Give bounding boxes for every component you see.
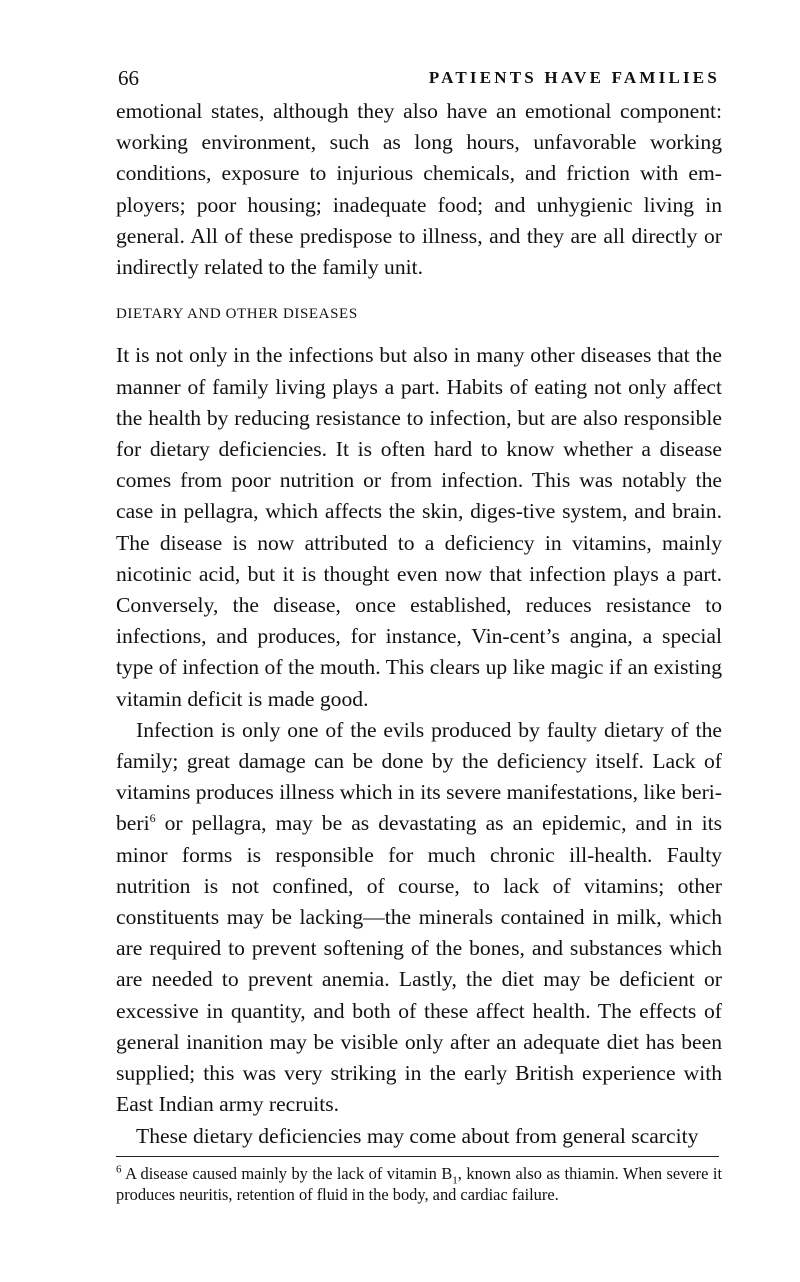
paragraph-infection-text-a: Infection is only one of the evils produced by faulty dietary of the family; great damage can be done by the deficiency itself. Lack of vitamins produces illness which in its severe manifestations, like beri-beri: [116, 717, 722, 836]
paragraph-dietary-intro: It is not only in the infections but also in many other diseases that the manner of family living plays a part. Habits of eating not only affect the health by reducing resistance to infection, but are also responsible for dietary deficiencies. It is often hard to know whether a disease comes from poor nutrition or from infection. This was notably the case in pellagra, which affects the skin, diges-tive system, and brain. The disease is now attributed to a deficiency in vitamins, mainly nicotinic acid, but it is thought even now that infection plays a part. Conversely, the disease, once established, reduces resistance to infections, and produces, for instance, Vin-cent’s angina, a special type of infection of the mouth. This clears up like magic if an existing vitamin deficit is made good.: [116, 343, 722, 711]
paragraph-infection-text-b: or pellagra, may be as devastating as an epidemic, and in its minor forms is responsible for much chronic ill-health. Faulty nutrition is not confined, of course, to lack of vitamins; other constituents may be lacking—the minerals contained in milk, which are required to prevent softening of the bones, and substances which are needed to prevent anemia. Lastly, the diet may be deficient or excessive in quantity, and both of these affect health. The effects of general inanition may be visible only after an adequate diet has been supplied; this was very striking in the early British experience with East Indian army recruits.: [116, 811, 722, 1117]
footnote-subscript: 1: [452, 1173, 458, 1186]
body-text: [116, 96, 722, 1152]
paragraph-scarcity: These dietary deficiencies may come about from general scarcity: [136, 1123, 699, 1148]
footnote-marker: 6: [116, 1163, 122, 1176]
paragraph-infection: [116, 715, 722, 1121]
running-title: PATIENTS HAVE FAMILIES: [428, 68, 720, 87]
paragraph-continued: emotional states, although they also have an emotional component: working environment, such as long hours, unfavorable working conditions, exposure to injurious chemicals, and friction with em-ployers; poor housing; inadequate food; and unhygienic living in general. All of these predispose to illness, and they are all directly or indirectly related to the family unit.: [116, 99, 722, 280]
footnote-rule: [116, 1156, 719, 1157]
page-number: 66: [118, 66, 139, 90]
running-head: [116, 56, 722, 96]
footnote: [116, 1163, 722, 1205]
footnote-text-a: A disease caused mainly by the lack of vitamin B: [125, 1163, 453, 1183]
footnote-reference: 6: [149, 811, 156, 826]
book-page: [116, 56, 722, 1205]
footnote-text-b: , known also as thiamin. When severe it produces neuritis, retention of fluid in the body, and cardiac failure.: [116, 1163, 722, 1204]
section-heading: DIETARY AND OTHER DISEASES: [116, 306, 358, 323]
